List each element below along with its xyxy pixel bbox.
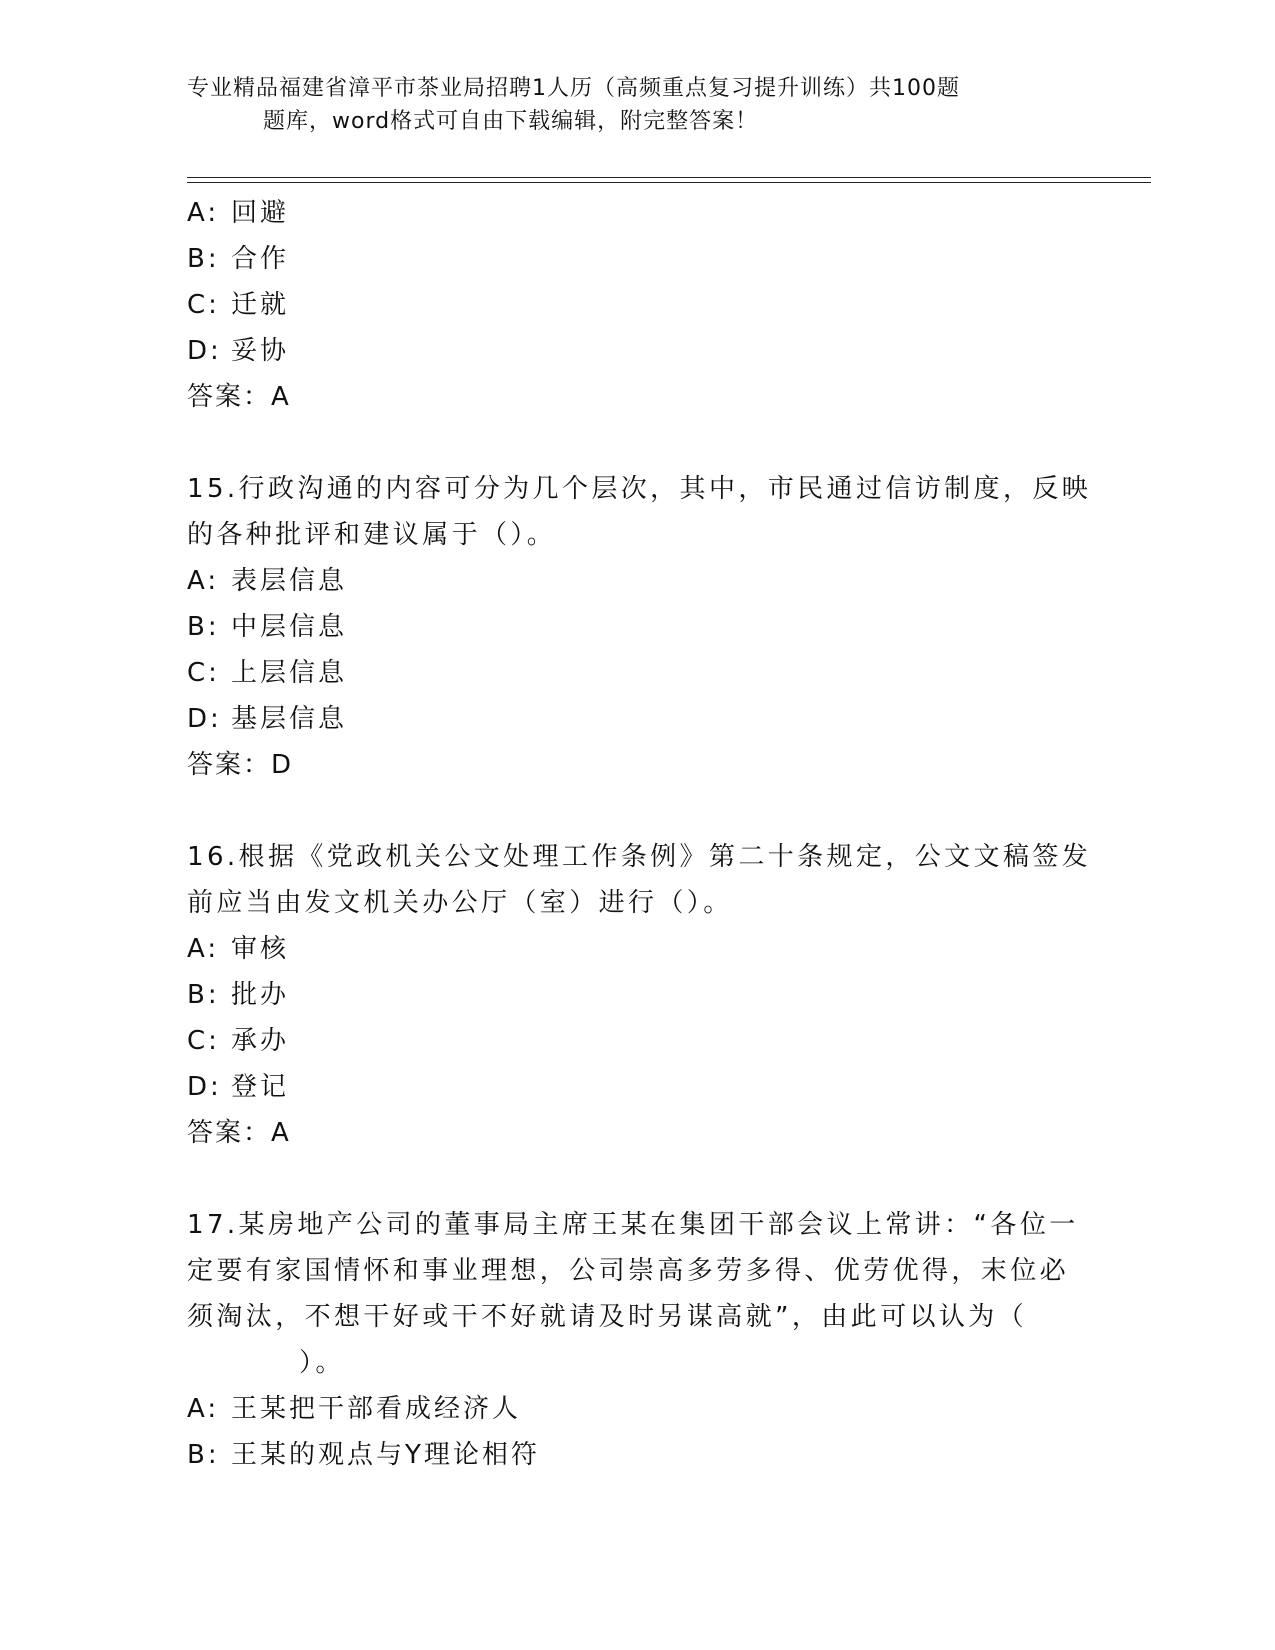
option-a: A: 王某把干部看成经济人 [187,1394,522,1424]
document-header [187,72,1087,138]
option-a: A: 表层信息 [187,566,348,596]
header-title-line1: 专业精品福建省漳平市茶业局招聘1人历（高频重点复习提升训练）共100题 [187,76,960,101]
question-text: 前应当由发文机关办公厅（室）进行（）。 [187,888,733,918]
question-text: 16.根据《党政机关公文处理工作条例》第二十条规定，公文文稿签发 [187,842,1092,872]
question-content [187,190,1092,1478]
question-text: 的各种批评和建议属于（）。 [187,520,557,550]
question-text: 定要有家国情怀和事业理想，公司崇高多劳多得、优劳优得，末位必 [187,1256,1070,1286]
answer-line: 答案：A [187,1118,291,1148]
option-c: C: 迁就 [187,290,290,320]
option-d: D: 登记 [187,1072,290,1102]
option-d: D: 妥协 [187,336,290,366]
answer-line: 答案：A [187,382,291,412]
header-divider [187,177,1151,178]
question-16 [187,834,1092,1156]
option-a: A: 审核 [187,934,290,964]
question-15 [187,466,1092,788]
question-text: ）。 [299,1348,345,1378]
header-title-line2: 题库，word格式可自由下载编辑，附完整答案！ [263,109,759,134]
option-c: C: 上层信息 [187,658,348,688]
question-text: 17.某房地产公司的董事局主席王某在集团干部会议上常讲：“各位一 [187,1210,1079,1240]
option-b: B: 批办 [187,980,290,1010]
question-14 [187,190,1067,420]
option-a: A: 回避 [187,198,290,228]
question-text: 15.行政沟通的内容可分为几个层次，其中，市民通过信访制度，反映 [187,474,1092,504]
option-c: C: 承办 [187,1026,290,1056]
option-d: D: 基层信息 [187,704,348,734]
question-text: 须淘汰，不想干好或干不好就请及时另谋高就”，由此可以认为（ [187,1302,1028,1332]
option-b: B: 中层信息 [187,612,348,642]
header-divider-double [187,182,1151,183]
option-b: B: 合作 [187,244,290,274]
option-b: B: 王某的观点与Y理论相符 [187,1440,540,1470]
answer-line: 答案：D [187,750,294,780]
question-17 [187,1202,1079,1478]
